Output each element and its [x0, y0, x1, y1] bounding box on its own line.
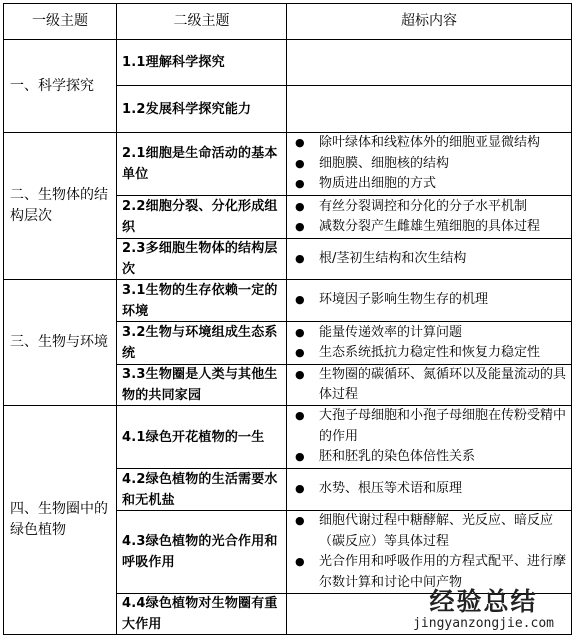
topic-1-2: 1.2发展科学探究能力 [122, 101, 252, 117]
curriculum-table [3, 3, 572, 635]
content-2-1 [287, 133, 571, 195]
item-text: 除叶绿体和线粒体外的细胞亚显微结构 [319, 135, 541, 151]
topic-3-2-text: 3.2生物与环境组成生态系统 [122, 325, 278, 361]
list-item [295, 323, 571, 344]
item-text: 生态系统抵抗力稳定性和恢复力稳定性 [319, 345, 541, 360]
watermark-main: 经验总结 [429, 587, 538, 616]
topic-4-4-text: 4.4绿色植物对生物圈有重大作用 [122, 596, 278, 632]
item-text: 细胞膜、细胞核的结构 [319, 155, 450, 171]
section-2-title-text: 二、生物体的结构层次 [10, 187, 108, 224]
list-item [295, 447, 571, 468]
topic-4-2-text: 4.2绿色植物的生活需要水和无机盐 [122, 471, 278, 508]
topic-3-3 [117, 365, 286, 405]
section-title [4, 133, 116, 279]
header-col1: 一级主题 [32, 13, 88, 29]
item-text: 能量传递效率的计算问题 [319, 324, 463, 340]
list-item [295, 406, 571, 447]
topic-2-2-text: 2.2细胞分裂、分化形成组织 [122, 199, 278, 235]
bullet-icon: ● [295, 136, 305, 150]
item-text: 光合作用和呼吸作用的方程式配平、进行摩尔数计算和讨论中间产物 [319, 554, 567, 590]
topic-1-1: 1.1理解科学探究 [122, 55, 225, 70]
list-item [295, 217, 571, 238]
bullet-icon: ● [295, 555, 305, 568]
list-item [295, 133, 571, 154]
watermark [413, 588, 554, 631]
bullet-icon: ● [295, 325, 305, 339]
section-title: 一、科学探究 [10, 77, 94, 94]
list-item [295, 343, 571, 364]
item-text: 减数分裂产生雌雄生殖细胞的具体过程 [319, 219, 541, 234]
bullet-icon: ● [295, 450, 305, 464]
bullet-icon: ● [295, 346, 305, 359]
item-text: 根/茎初生结构和次生结构 [319, 250, 467, 266]
topic-2-1-text: 2.1细胞是生命活动的基本单位 [122, 146, 278, 182]
bullet-icon: ● [295, 251, 305, 265]
topic-4-1: 4.1绿色开花植物的一生 [122, 429, 265, 445]
topic-3-1-text: 3.1生物的生存依赖一定的环境 [122, 282, 278, 319]
topic-4-2 [117, 469, 286, 510]
list-item [295, 479, 571, 500]
list-item [295, 290, 571, 311]
bullet-icon: ● [295, 293, 305, 307]
item-text: 有丝分裂调控和分化的分子水平机制 [319, 198, 528, 214]
content-3-3 [287, 365, 571, 405]
section-4-title-text: 四、生物圈中的绿色植物 [10, 501, 108, 538]
item-text: 细胞代谢过程中糖酵解、光反应、暗反应（碳反应）等具体过程 [319, 513, 554, 549]
content-2-2 [287, 196, 571, 238]
content-4-2 [287, 469, 571, 510]
bullet-icon: ● [295, 514, 305, 527]
bullet-icon: ● [295, 156, 305, 170]
header-col3: 超标内容 [401, 13, 457, 29]
section-title [4, 406, 116, 634]
item-text: 生物圈的碳循环、氮循环以及能量流动的具体过程 [319, 366, 567, 402]
topic-3-1 [117, 280, 286, 321]
list-item [295, 511, 571, 552]
list-item [295, 154, 571, 175]
item-text: 环境因子影响生物生存的机理 [319, 292, 489, 308]
watermark-url: jingyanzongjie.com [413, 616, 554, 631]
topic-4-3-text: 4.3绿色植物的光合作用和呼吸作用 [122, 534, 278, 570]
bullet-icon: ● [295, 367, 305, 381]
content-3-2 [287, 322, 571, 364]
list-item [295, 197, 571, 218]
item-text: 水势、根压等术语和原理 [319, 481, 463, 497]
header-col2: 二级主题 [173, 13, 230, 29]
list-item [295, 365, 571, 406]
list-item [295, 174, 571, 195]
topic-4-4 [117, 594, 286, 634]
content-4-3 [287, 511, 571, 593]
topic-2-3-text: 2.3多细胞生物体的结构层次 [122, 241, 278, 277]
list-item [295, 249, 571, 270]
bullet-icon: ● [295, 220, 305, 233]
item-text: 大孢子母细胞和小孢子母细胞在传粉受精中的作用 [319, 408, 567, 444]
bullet-icon: ● [295, 409, 305, 423]
topic-2-2 [117, 196, 286, 238]
bullet-icon: ● [295, 177, 305, 191]
topic-4-3 [117, 511, 286, 593]
topic-3-2 [117, 322, 286, 364]
content-3-1 [287, 280, 571, 321]
topic-2-1 [117, 133, 286, 195]
topic-2-3 [117, 239, 286, 279]
content-2-3 [287, 239, 571, 279]
section-title: 三、生物与环境 [10, 334, 108, 350]
content-4-1 [287, 406, 571, 468]
topic-3-3-text: 3.3生物圈是人类与其他生物的共同家园 [122, 367, 278, 403]
item-text: 胚和胚乳的染色体倍性关系 [319, 449, 476, 465]
item-text: 物质进出细胞的方式 [319, 176, 437, 192]
bullet-icon: ● [295, 199, 305, 213]
bullet-icon: ● [295, 482, 305, 496]
